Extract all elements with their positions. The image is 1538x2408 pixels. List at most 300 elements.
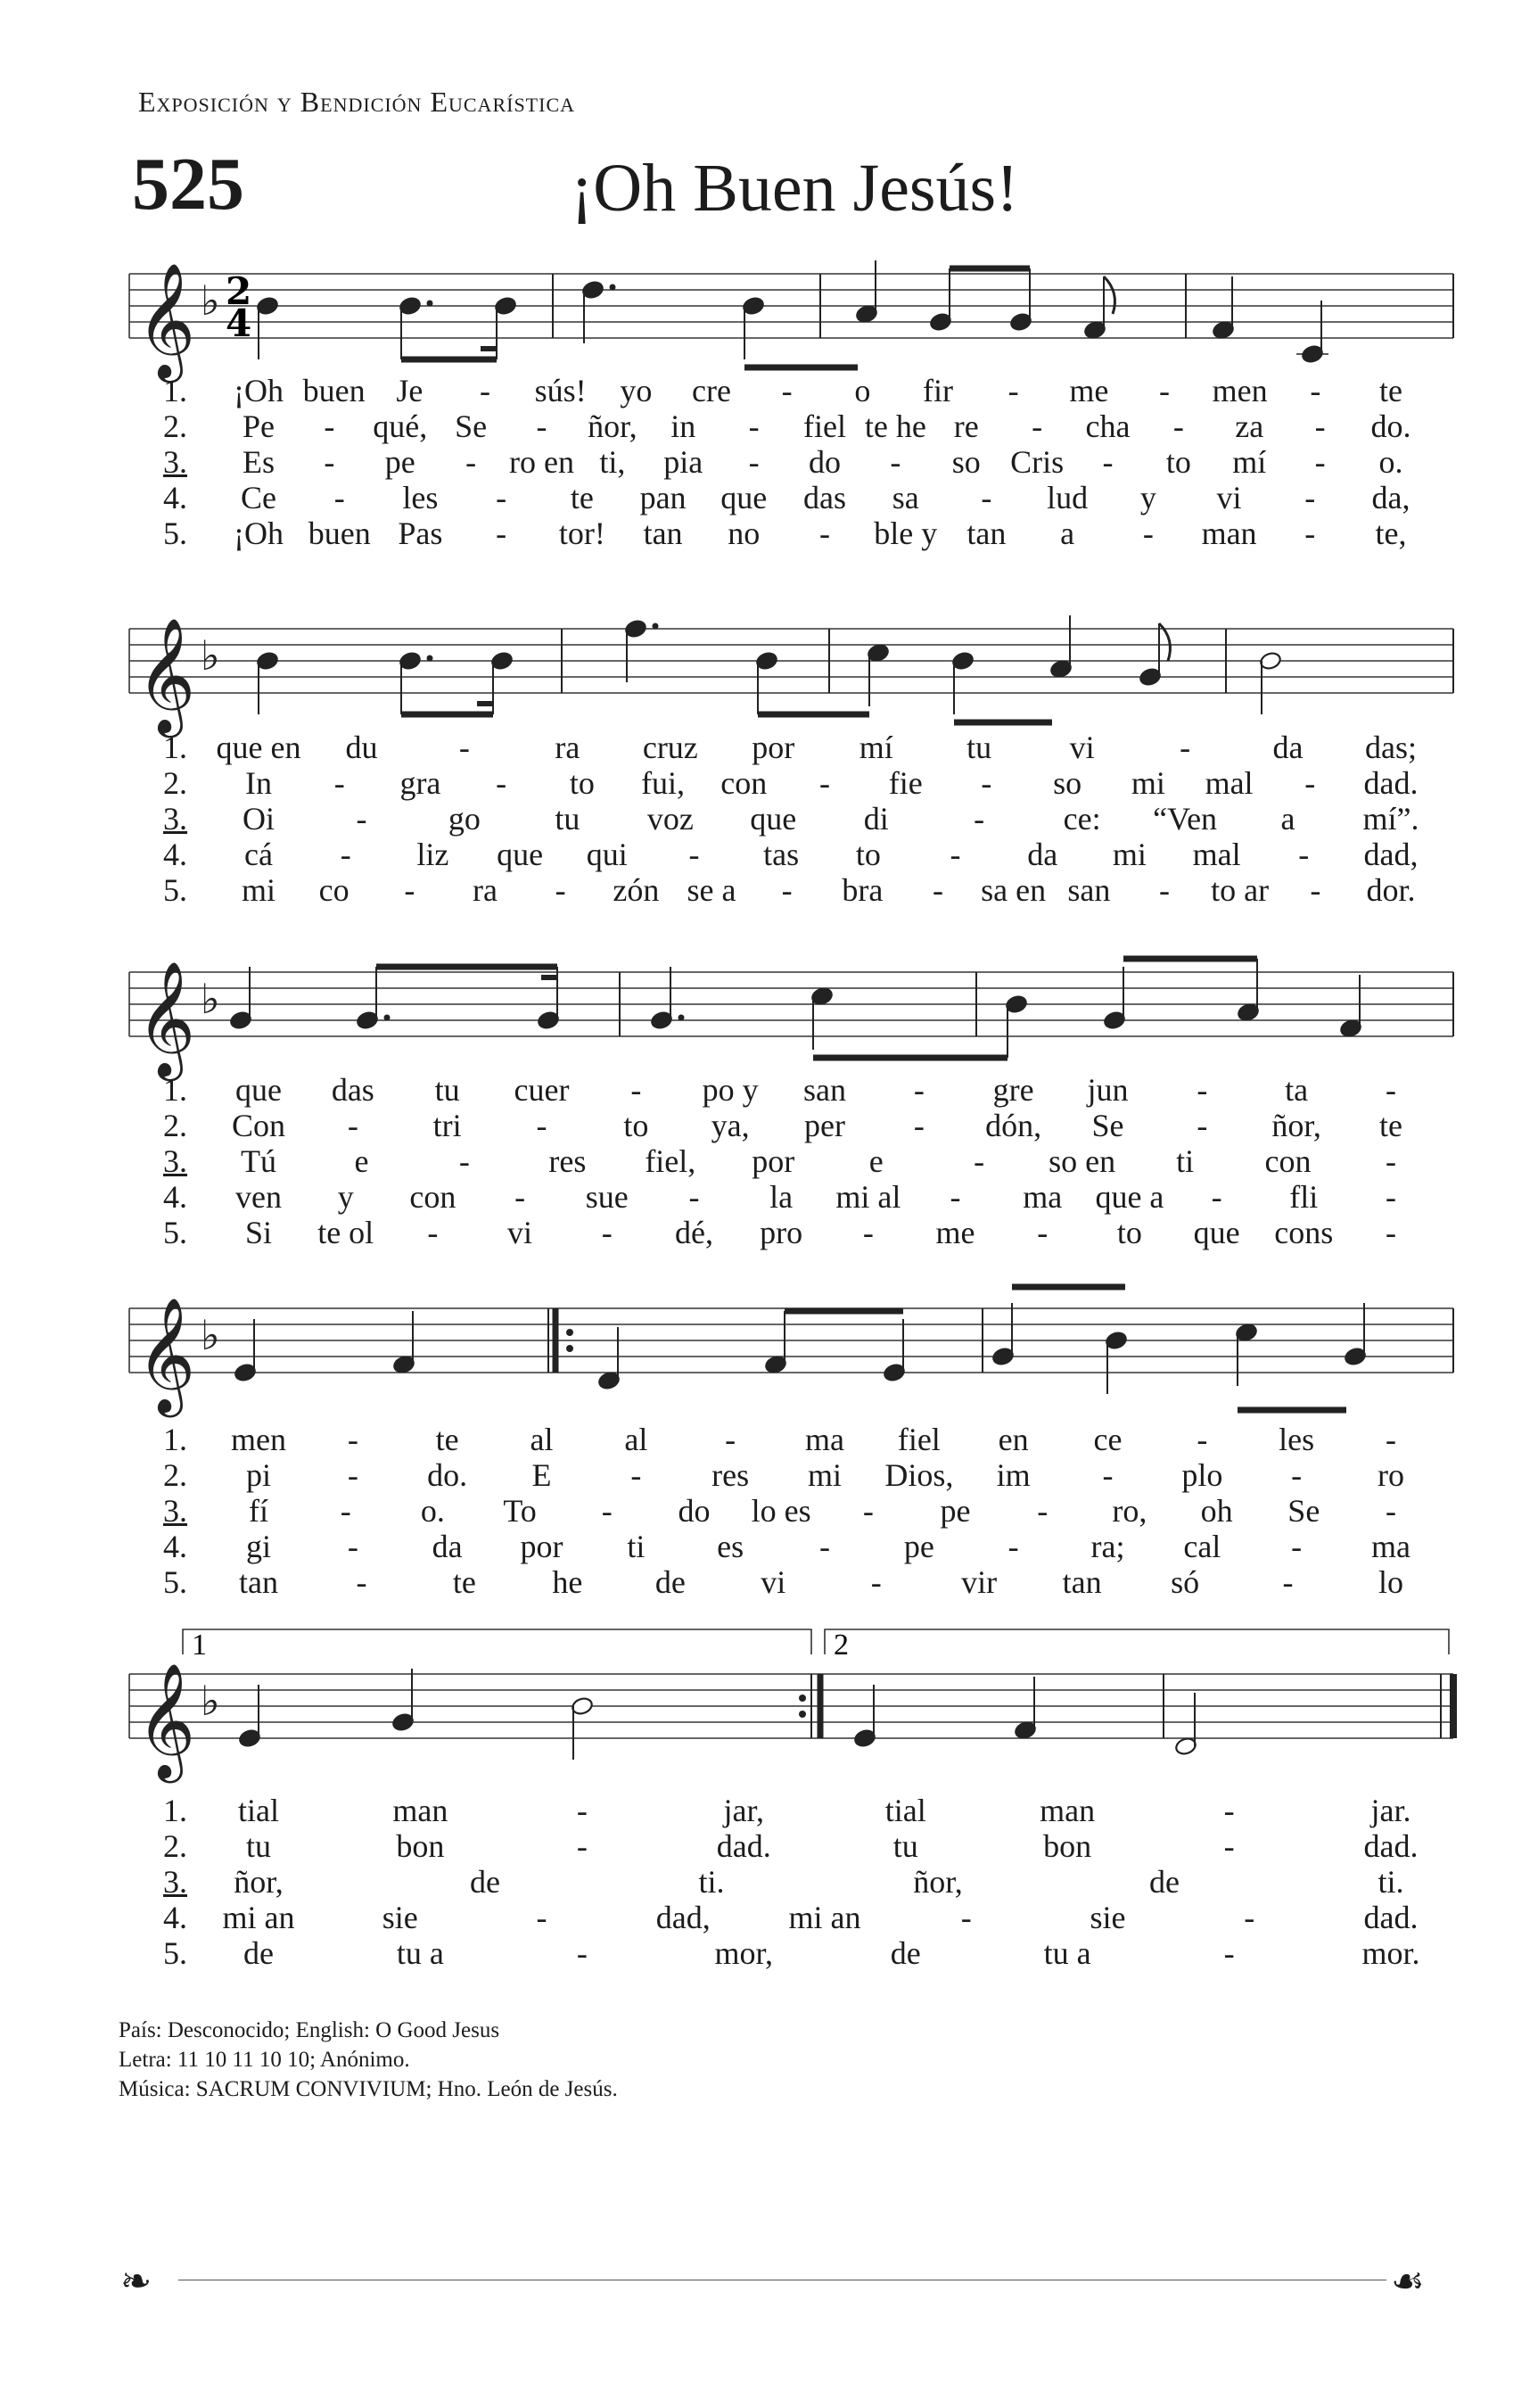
lyric-syllable: men bbox=[231, 1422, 286, 1457]
syllable-hyphen: - bbox=[1298, 837, 1310, 872]
lyric-syllable: al bbox=[624, 1422, 648, 1457]
syllable-hyphen: - bbox=[981, 480, 992, 515]
syllable-hyphen: - bbox=[1197, 1108, 1208, 1143]
lyric-syllable: Pas bbox=[398, 515, 443, 551]
lyric-syllable: das; bbox=[1365, 730, 1417, 765]
lyric-syllable: te bbox=[452, 1564, 476, 1600]
lyric-syllable: al bbox=[530, 1422, 554, 1457]
syllable-hyphen: - bbox=[333, 480, 345, 515]
lyric-syllable: tu bbox=[966, 730, 992, 765]
hymn-number: 525 bbox=[132, 143, 244, 226]
lyric-syllable: ti bbox=[627, 1529, 646, 1564]
lyric-syllable: dón, bbox=[985, 1108, 1042, 1143]
syllable-hyphen: - bbox=[1386, 1072, 1396, 1108]
lyric-syllable: Je bbox=[396, 373, 424, 408]
syllable-hyphen: - bbox=[1142, 515, 1154, 551]
lyric-syllable: Se bbox=[455, 408, 488, 444]
lyric-syllable: tu bbox=[245, 1828, 272, 1864]
lyric-syllable: co bbox=[318, 872, 350, 908]
verse-number: 5. bbox=[163, 515, 187, 551]
lyric-syllable: Es bbox=[243, 444, 275, 480]
lyric-syllable: por bbox=[752, 1143, 795, 1179]
lyric-syllable: gra bbox=[399, 765, 441, 801]
syllable-hyphen: - bbox=[1197, 1422, 1208, 1457]
lyric-syllable: vi bbox=[507, 1215, 533, 1250]
lyric-syllable: da bbox=[1272, 730, 1304, 765]
lyric-syllable: sa bbox=[892, 480, 919, 515]
lyric-syllable: yo bbox=[620, 373, 653, 408]
lyric-syllable: pro bbox=[760, 1215, 803, 1250]
syllable-hyphen: - bbox=[1304, 515, 1316, 551]
lyric-syllable: plo bbox=[1181, 1457, 1223, 1493]
lyric-syllable: fir bbox=[923, 373, 953, 408]
lyric-syllable: zón bbox=[613, 872, 660, 908]
syllable-hyphen: - bbox=[536, 408, 547, 444]
syllable-hyphen: - bbox=[862, 1493, 874, 1529]
lyric-syllable: buen bbox=[308, 515, 371, 551]
syllable-hyphen: - bbox=[496, 515, 507, 551]
verse-number: 5. bbox=[163, 1935, 187, 1971]
syllable-hyphen: - bbox=[1223, 1793, 1235, 1828]
lyric-syllable: to bbox=[1116, 1215, 1142, 1250]
lyric-syllable: di bbox=[863, 801, 889, 837]
lyric-syllable: pia bbox=[663, 444, 703, 480]
syllable-hyphen: - bbox=[981, 765, 992, 801]
syllable-hyphen: - bbox=[1386, 1215, 1396, 1250]
lyric-syllable: o. bbox=[420, 1493, 445, 1529]
syllable-hyphen: - bbox=[340, 837, 351, 872]
flat-icon: ♭ bbox=[201, 1677, 220, 1725]
lyric-syllable: fiel bbox=[897, 1422, 941, 1457]
syllable-hyphen: - bbox=[1008, 1529, 1019, 1564]
syllable-hyphen: - bbox=[576, 1935, 588, 1971]
lyric-syllable: ti bbox=[1176, 1143, 1195, 1179]
lyric-syllable: das bbox=[331, 1072, 374, 1108]
flat-icon: ♭ bbox=[201, 631, 220, 680]
syllable-hyphen: - bbox=[1180, 730, 1191, 765]
lyric-syllable: to ar bbox=[1211, 872, 1270, 908]
syllable-hyphen: - bbox=[458, 730, 470, 765]
lyric-syllable: dad, bbox=[655, 1900, 711, 1935]
lyric-syllable: E bbox=[531, 1457, 552, 1493]
lyric-syllable: mor, bbox=[714, 1935, 774, 1971]
lyric-syllable: dor. bbox=[1366, 872, 1416, 908]
verse-number: 4. bbox=[163, 1900, 187, 1935]
credits-origin: País: Desconocido; English: O Good Jesus bbox=[119, 2018, 500, 2042]
syllable-hyphen: - bbox=[333, 765, 345, 801]
syllable-hyphen: - bbox=[1310, 872, 1321, 908]
lyric-syllable: bon bbox=[1043, 1828, 1092, 1864]
syllable-hyphen: - bbox=[356, 801, 367, 837]
treble-clef-icon: 𝄞 bbox=[136, 1297, 196, 1413]
lyric-syllable: To bbox=[503, 1493, 537, 1529]
syllable-hyphen: - bbox=[1386, 1179, 1396, 1215]
verse-number: 2. bbox=[163, 1828, 187, 1864]
lyric-syllable: tas bbox=[763, 837, 800, 872]
ornament-left-icon: ❧ bbox=[120, 2262, 152, 2303]
lyric-syllable: ñor, bbox=[1271, 1108, 1321, 1143]
syllable-hyphen: - bbox=[688, 837, 700, 872]
lyric-syllable: to bbox=[1165, 444, 1191, 480]
lyric-syllable: ma bbox=[1371, 1529, 1411, 1564]
syllable-hyphen: - bbox=[933, 872, 943, 908]
verse-number: 4. bbox=[163, 1529, 187, 1564]
lyric-syllable: jun bbox=[1087, 1072, 1129, 1108]
section-header: Exposición y Bendición Eucarística bbox=[138, 86, 575, 118]
lyric-syllable: es bbox=[717, 1529, 744, 1564]
lyric-syllable: ra; bbox=[1090, 1529, 1125, 1564]
lyric-syllable: e bbox=[354, 1143, 369, 1179]
syllable-hyphen: - bbox=[601, 1215, 613, 1250]
lyric-syllable: ñor, bbox=[588, 408, 637, 444]
lyric-syllable: fiel bbox=[803, 408, 846, 444]
syllable-hyphen: - bbox=[913, 1108, 925, 1143]
lyric-syllable: ven bbox=[235, 1179, 282, 1215]
lyric-syllable: gi bbox=[245, 1529, 272, 1564]
lyric-syllable: fiel, bbox=[645, 1143, 696, 1179]
lyric-syllable: mal bbox=[1192, 837, 1241, 872]
lyric-syllable: fí bbox=[249, 1493, 268, 1529]
syllable-hyphen: - bbox=[819, 1529, 830, 1564]
lyric-syllable: lo bbox=[1378, 1564, 1404, 1600]
syllable-hyphen: - bbox=[496, 480, 507, 515]
syllable-hyphen: - bbox=[1291, 1457, 1303, 1493]
lyric-syllable: do. bbox=[427, 1457, 468, 1493]
lyric-syllable: Se bbox=[1287, 1493, 1320, 1529]
verse-number: 3. bbox=[163, 1864, 187, 1900]
lyric-syllable: po y bbox=[702, 1072, 759, 1108]
lyric-syllable: te, bbox=[1375, 515, 1407, 551]
syllable-hyphen: - bbox=[913, 1072, 925, 1108]
syllable-hyphen: - bbox=[324, 408, 335, 444]
lyric-syllable: tu bbox=[434, 1072, 460, 1108]
syllable-hyphen: - bbox=[1159, 872, 1170, 908]
syllable-hyphen: - bbox=[1291, 1529, 1303, 1564]
lyric-syllable: sie bbox=[1090, 1900, 1126, 1935]
syllable-hyphen: - bbox=[1102, 1457, 1114, 1493]
syllable-hyphen: - bbox=[1386, 1422, 1396, 1457]
lyric-syllable: te he bbox=[864, 408, 926, 444]
lyric-syllable: que a bbox=[1095, 1179, 1164, 1215]
syllable-hyphen: - bbox=[347, 1108, 358, 1143]
lyric-syllable: tu bbox=[555, 801, 580, 837]
lyric-syllable: en bbox=[998, 1422, 1029, 1457]
syllable-hyphen: - bbox=[1037, 1493, 1049, 1529]
lyric-syllable: te bbox=[435, 1422, 459, 1457]
lyric-syllable: pe bbox=[940, 1493, 971, 1529]
lyric-syllable: la bbox=[769, 1179, 794, 1215]
lyric-syllable: les bbox=[402, 480, 439, 515]
syllable-hyphen: - bbox=[1008, 373, 1019, 408]
verse-number: 2. bbox=[163, 1457, 187, 1493]
verse-number: 5. bbox=[163, 1564, 187, 1600]
lyric-syllable: cons bbox=[1274, 1215, 1334, 1250]
lyric-syllable: mí”. bbox=[1362, 801, 1419, 837]
lyric-syllable: Oi bbox=[243, 801, 275, 837]
syllable-hyphen: - bbox=[480, 373, 490, 408]
syllable-hyphen: - bbox=[1211, 1179, 1222, 1215]
lyric-syllable: ¡Oh bbox=[234, 373, 284, 408]
syllable-hyphen: - bbox=[1304, 480, 1316, 515]
lyric-syllable: tu bbox=[892, 1828, 918, 1864]
verse-number: 3. bbox=[163, 801, 187, 837]
lyric-syllable: cha bbox=[1085, 408, 1131, 444]
treble-clef-icon: 𝄞 bbox=[136, 262, 196, 378]
syllable-hyphen: - bbox=[1386, 1143, 1396, 1179]
lyric-syllable: jar, bbox=[723, 1793, 765, 1828]
lyric-syllable: te ol bbox=[317, 1215, 374, 1250]
syllable-hyphen: - bbox=[347, 1422, 358, 1457]
syllable-hyphen: - bbox=[1197, 1072, 1208, 1108]
syllable-hyphen: - bbox=[1223, 1935, 1235, 1971]
lyric-syllable: mal bbox=[1205, 765, 1254, 801]
lyric-syllable: he bbox=[552, 1564, 583, 1600]
lyric-syllable: e bbox=[868, 1143, 884, 1179]
staff-system-5 bbox=[0, 1620, 1538, 1817]
lyric-syllable: in bbox=[670, 408, 696, 444]
lyric-syllable: man bbox=[392, 1793, 448, 1828]
syllable-hyphen: - bbox=[1159, 373, 1170, 408]
lyric-syllable: a bbox=[1060, 515, 1075, 551]
syllable-hyphen: - bbox=[862, 1215, 874, 1250]
lyric-syllable: so en bbox=[1049, 1143, 1116, 1179]
lyric-syllable: que bbox=[235, 1072, 282, 1108]
time-signature-top: 2 bbox=[226, 269, 252, 313]
lyric-syllable: Si bbox=[244, 1215, 273, 1250]
lyric-syllable: ro bbox=[1378, 1457, 1404, 1493]
lyric-syllable: ra bbox=[555, 730, 580, 765]
lyric-syllable: sa en bbox=[981, 872, 1047, 908]
lyric-syllable: mor. bbox=[1361, 1935, 1420, 1971]
lyric-syllable: da bbox=[432, 1529, 463, 1564]
syllable-hyphen: - bbox=[1386, 1493, 1396, 1529]
lyric-syllable: tu a bbox=[396, 1935, 444, 1971]
lyric-syllable: lo es bbox=[751, 1493, 811, 1529]
lyric-syllable: que en bbox=[216, 730, 301, 765]
verse-number: 3. bbox=[163, 444, 187, 480]
treble-clef-icon: 𝄞 bbox=[136, 1662, 196, 1778]
lyric-syllable: Con bbox=[231, 1108, 286, 1143]
lyric-syllable: ma bbox=[1023, 1179, 1063, 1215]
lyric-syllable: o bbox=[854, 373, 871, 408]
verse-number: 1. bbox=[163, 373, 187, 408]
syllable-hyphen: - bbox=[601, 1493, 613, 1529]
lyric-syllable: a bbox=[1280, 801, 1295, 837]
lyric-syllable: ti. bbox=[1378, 1864, 1404, 1900]
lyric-syllable: pe bbox=[903, 1529, 934, 1564]
verse-number: 3. bbox=[163, 1493, 187, 1529]
lyric-syllable: de bbox=[1149, 1864, 1180, 1900]
lyric-syllable: mi bbox=[241, 872, 276, 908]
syllable-hyphen: - bbox=[496, 765, 507, 801]
lyric-syllable: vi bbox=[1069, 730, 1095, 765]
lyric-syllable: Ce bbox=[241, 480, 276, 515]
syllable-hyphen: - bbox=[356, 1564, 367, 1600]
lyric-syllable: sue bbox=[585, 1179, 629, 1215]
lyric-syllable: tial bbox=[884, 1793, 926, 1828]
syllable-hyphen: - bbox=[514, 1179, 526, 1215]
lyric-syllable: Pe bbox=[243, 408, 275, 444]
verse-number: 5. bbox=[163, 872, 187, 908]
lyric-syllable: que bbox=[720, 480, 768, 515]
lyric-syllable: y bbox=[337, 1179, 354, 1215]
syllable-hyphen: - bbox=[1223, 1828, 1235, 1864]
lyric-syllable: Cris bbox=[1010, 444, 1065, 480]
syllable-hyphen: - bbox=[725, 1422, 736, 1457]
lyric-syllable: Tú bbox=[241, 1143, 276, 1179]
lyric-syllable: re bbox=[953, 408, 979, 444]
lyric-syllable: jar. bbox=[1370, 1793, 1411, 1828]
lyric-syllable: qui bbox=[586, 837, 628, 872]
lyric-syllable: me bbox=[935, 1215, 975, 1250]
lyric-syllable: im bbox=[996, 1457, 1031, 1493]
lyric-syllable: oh bbox=[1200, 1493, 1233, 1529]
second-ending-bracket bbox=[825, 1629, 1449, 1654]
lyric-syllable: vi bbox=[761, 1564, 786, 1600]
lyric-syllable: Dios, bbox=[884, 1457, 954, 1493]
lyric-syllable: te bbox=[570, 480, 594, 515]
lyric-syllable: ñor, bbox=[234, 1864, 284, 1900]
syllable-hyphen: - bbox=[536, 1108, 547, 1143]
second-ending-label: 2 bbox=[834, 1629, 849, 1662]
time-signature-bottom: 4 bbox=[226, 301, 252, 345]
lyric-syllable: buen bbox=[302, 373, 366, 408]
verse-number: 4. bbox=[163, 837, 187, 872]
lyric-syllable: que bbox=[497, 837, 544, 872]
syllable-hyphen: - bbox=[404, 872, 415, 908]
lyric-syllable: bon bbox=[396, 1828, 445, 1864]
lyric-syllable: mi bbox=[1131, 765, 1165, 801]
lyric-syllable: ra bbox=[473, 872, 498, 908]
lyric-syllable: tial bbox=[238, 1793, 279, 1828]
lyric-syllable: te bbox=[1379, 373, 1402, 408]
syllable-hyphen: - bbox=[974, 801, 985, 837]
lyric-syllable: de bbox=[243, 1935, 274, 1971]
syllable-hyphen: - bbox=[1244, 1900, 1255, 1935]
verse-number: 3. bbox=[163, 1143, 187, 1179]
lyric-syllable: por bbox=[520, 1529, 563, 1564]
lyric-syllable: tan bbox=[966, 515, 1007, 551]
syllable-hyphen: - bbox=[1282, 1564, 1294, 1600]
lyric-syllable: do. bbox=[1370, 408, 1411, 444]
lyric-syllable: dad, bbox=[1363, 837, 1419, 872]
lyric-syllable: ro en bbox=[509, 444, 574, 480]
lyric-syllable: cá bbox=[244, 837, 273, 872]
lyric-syllable: que bbox=[1193, 1215, 1240, 1250]
lyric-syllable: liz bbox=[416, 837, 449, 872]
lyric-syllable: cal bbox=[1183, 1529, 1221, 1564]
lyric-syllable: me bbox=[1069, 373, 1109, 408]
lyric-syllable: ro, bbox=[1112, 1493, 1147, 1529]
lyric-syllable: fie bbox=[888, 765, 923, 801]
lyric-syllable: mi bbox=[1112, 837, 1147, 872]
ornament-right-icon: ☙ bbox=[1391, 2262, 1425, 2303]
verse-number: 1. bbox=[163, 1072, 187, 1108]
lyric-syllable: das bbox=[803, 480, 846, 515]
lyric-syllable: cre bbox=[692, 373, 731, 408]
lyric-syllable: vir bbox=[961, 1564, 998, 1600]
lyric-syllable: du bbox=[345, 730, 378, 765]
lyric-syllable: que bbox=[750, 801, 797, 837]
lyric-syllable: to bbox=[569, 765, 595, 801]
lyric-syllable: fui, bbox=[641, 765, 686, 801]
syllable-hyphen: - bbox=[748, 408, 760, 444]
syllable-hyphen: - bbox=[890, 444, 901, 480]
lyric-syllable: Se bbox=[1091, 1108, 1124, 1143]
syllable-hyphen: - bbox=[1314, 408, 1326, 444]
syllable-hyphen: - bbox=[819, 765, 830, 801]
syllable-hyphen: - bbox=[819, 515, 830, 551]
lyric-syllable: so bbox=[951, 444, 981, 480]
syllable-hyphen: - bbox=[1304, 765, 1316, 801]
syllable-hyphen: - bbox=[324, 444, 335, 480]
lyric-syllable: fli bbox=[1289, 1179, 1319, 1215]
syllable-hyphen: - bbox=[950, 837, 961, 872]
lyric-syllable: no bbox=[728, 515, 761, 551]
lyric-syllable: só bbox=[1171, 1564, 1200, 1600]
syllable-hyphen: - bbox=[950, 1179, 961, 1215]
lyric-syllable: lud bbox=[1047, 480, 1089, 515]
flat-icon: ♭ bbox=[201, 1311, 220, 1359]
lyric-syllable: ta bbox=[1285, 1072, 1309, 1108]
lyric-syllable: o. bbox=[1378, 444, 1403, 480]
syllable-hyphen: - bbox=[340, 1493, 351, 1529]
syllable-hyphen: - bbox=[1037, 1215, 1049, 1250]
syllable-hyphen: - bbox=[576, 1828, 588, 1864]
lyric-syllable: to bbox=[855, 837, 881, 872]
lyric-syllable: to bbox=[623, 1108, 649, 1143]
lyric-syllable: con bbox=[409, 1179, 456, 1215]
lyric-syllable: con bbox=[720, 765, 768, 801]
lyric-syllable: res bbox=[711, 1457, 750, 1493]
credits bbox=[119, 2016, 618, 2104]
flat-icon: ♭ bbox=[201, 276, 220, 325]
verse-number: 1. bbox=[163, 1422, 187, 1457]
verse-number: 1. bbox=[163, 1793, 187, 1828]
lyric-syllable: dé, bbox=[674, 1215, 713, 1250]
verse-number: 1. bbox=[163, 730, 187, 765]
syllable-hyphen: - bbox=[1102, 444, 1114, 480]
lyric-syllable: men bbox=[1212, 373, 1268, 408]
syllable-hyphen: - bbox=[347, 1529, 358, 1564]
lyric-syllable: dad. bbox=[1363, 1828, 1419, 1864]
lyric-syllable: les bbox=[1279, 1422, 1315, 1457]
lyric-syllable: se a bbox=[687, 872, 736, 908]
lyric-syllable: pe bbox=[384, 444, 415, 480]
lyric-syllable: de bbox=[654, 1564, 686, 1600]
lyric-syllable: ti, bbox=[599, 444, 626, 480]
lyric-syllable: da, bbox=[1371, 480, 1411, 515]
lyric-syllable: ce bbox=[1093, 1422, 1123, 1457]
lyric-syllable: In bbox=[245, 765, 272, 801]
lyric-syllable: da bbox=[1027, 837, 1058, 872]
lyric-syllable: za bbox=[1235, 408, 1264, 444]
lyric-syllable: ce: bbox=[1063, 801, 1101, 837]
lyric-syllable: so bbox=[1053, 765, 1082, 801]
lyric-syllable: con bbox=[1264, 1143, 1312, 1179]
lyric-syllable: san bbox=[803, 1072, 846, 1108]
syllable-hyphen: - bbox=[781, 373, 793, 408]
lyric-syllable: res bbox=[548, 1143, 587, 1179]
lyric-syllable: tu a bbox=[1043, 1935, 1091, 1971]
syllable-hyphen: - bbox=[1310, 373, 1321, 408]
syllable-hyphen: - bbox=[960, 1900, 972, 1935]
syllable-hyphen: - bbox=[870, 1564, 882, 1600]
syllable-hyphen: - bbox=[465, 444, 477, 480]
lyric-syllable: ma bbox=[805, 1422, 844, 1457]
syllable-hyphen: - bbox=[427, 1215, 439, 1250]
lyric-syllable: san bbox=[1067, 872, 1111, 908]
